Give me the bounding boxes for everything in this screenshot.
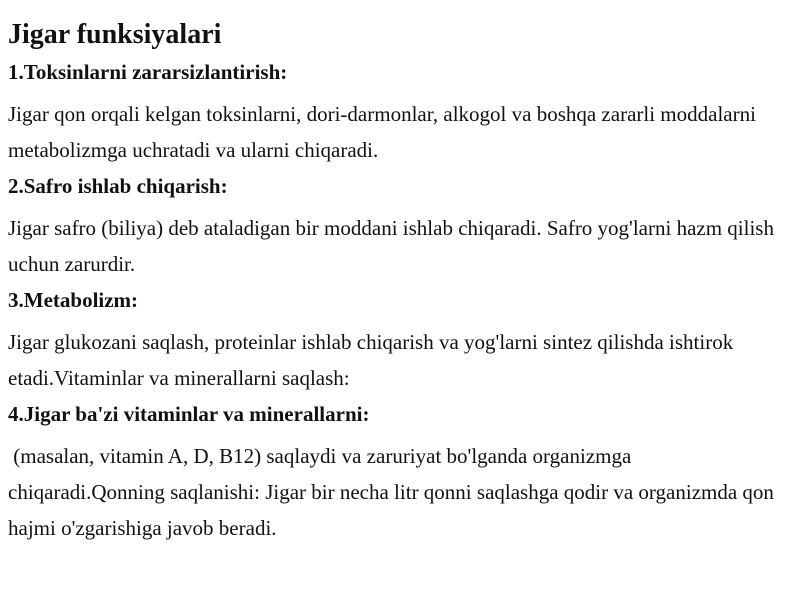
section-heading: 1.Toksinlarni zararsizlantirish:: [8, 60, 288, 84]
section-vitamins-minerals: [8, 400, 786, 546]
section-bile-production: [8, 172, 786, 282]
section-text: Jigar safro (biliya) deb ataladigan bir moddani ishlab chiqaradi. Safro yog'larni hazm qilish uchun zarurdir.: [8, 216, 780, 276]
section-metabolism: [8, 286, 786, 396]
section-text: (masalan, vitamin A, D, B12) saqlaydi va zaruriyat bo'lganda organizmga chiqaradi.Qonning saqlanishi: Jigar bir necha litr qonni saqlashga qodir va organizmda qon hajmi o'zgarishiga javob beradi.: [8, 444, 780, 540]
section-toxin-detox: [8, 58, 786, 168]
section-text: Jigar qon orqali kelgan toksinlarni, dori-darmonlar, alkogol va boshqa zararli moddalarni metabolizmga uchratadi va ularni chiqaradi.: [8, 102, 762, 162]
section-heading: 4.Jigar ba'zi vitaminlar va minerallarni:: [8, 402, 370, 426]
section-text: Jigar glukozani saqlash, proteinlar ishlab chiqarish va yog'larni sintez qilishda ishtirok etadi.Vitaminlar va minerallarni saqlash:: [8, 330, 739, 390]
section-heading: 2.Safro ishlab chiqarish:: [8, 174, 228, 198]
page-title: Jigar funksiyalari: [8, 19, 222, 50]
section-heading: 3.Metabolizm:: [8, 288, 139, 312]
